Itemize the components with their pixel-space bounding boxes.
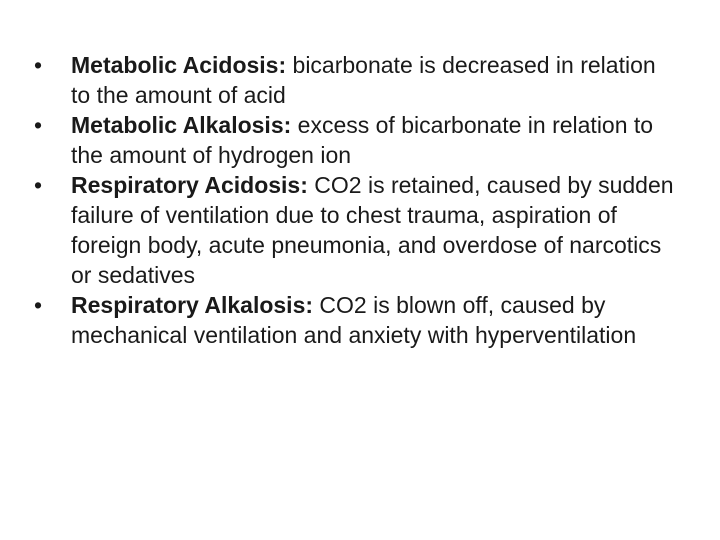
term-label: Respiratory Alkalosis: (71, 292, 314, 318)
bullet-icon: • (34, 292, 43, 318)
term-description: excess of bicarbonate in relation to the amount of hydrogen ion (71, 112, 654, 168)
bullet-icon: • (34, 172, 43, 198)
term-description: CO2 is retained, caused by sudden failure of ventilation due to chest trauma, aspiration of foreign body, acute pneumonia, and overdose of narcotics or sedatives (71, 172, 674, 288)
term-description: CO2 is blown off, caused by mechanical ventilation and anxiety with hyperventilation (71, 292, 637, 348)
bullet-icon: • (34, 52, 43, 78)
bullet-list (34, 50, 674, 350)
term-label: Metabolic Alkalosis: (71, 112, 292, 138)
term-description: bicarbonate is decreased in relation to the amount of acid (71, 52, 656, 108)
bullet-item-respiratory-alkalosis (34, 290, 674, 350)
bullet-item-metabolic-acidosis (34, 50, 674, 110)
term-label: Respiratory Acidosis: (71, 172, 308, 198)
term-label: Metabolic Acidosis: (71, 52, 287, 78)
bullet-item-respiratory-acidosis (34, 170, 674, 290)
bullet-item-metabolic-alkalosis (34, 110, 674, 170)
bullet-icon: • (34, 112, 43, 138)
